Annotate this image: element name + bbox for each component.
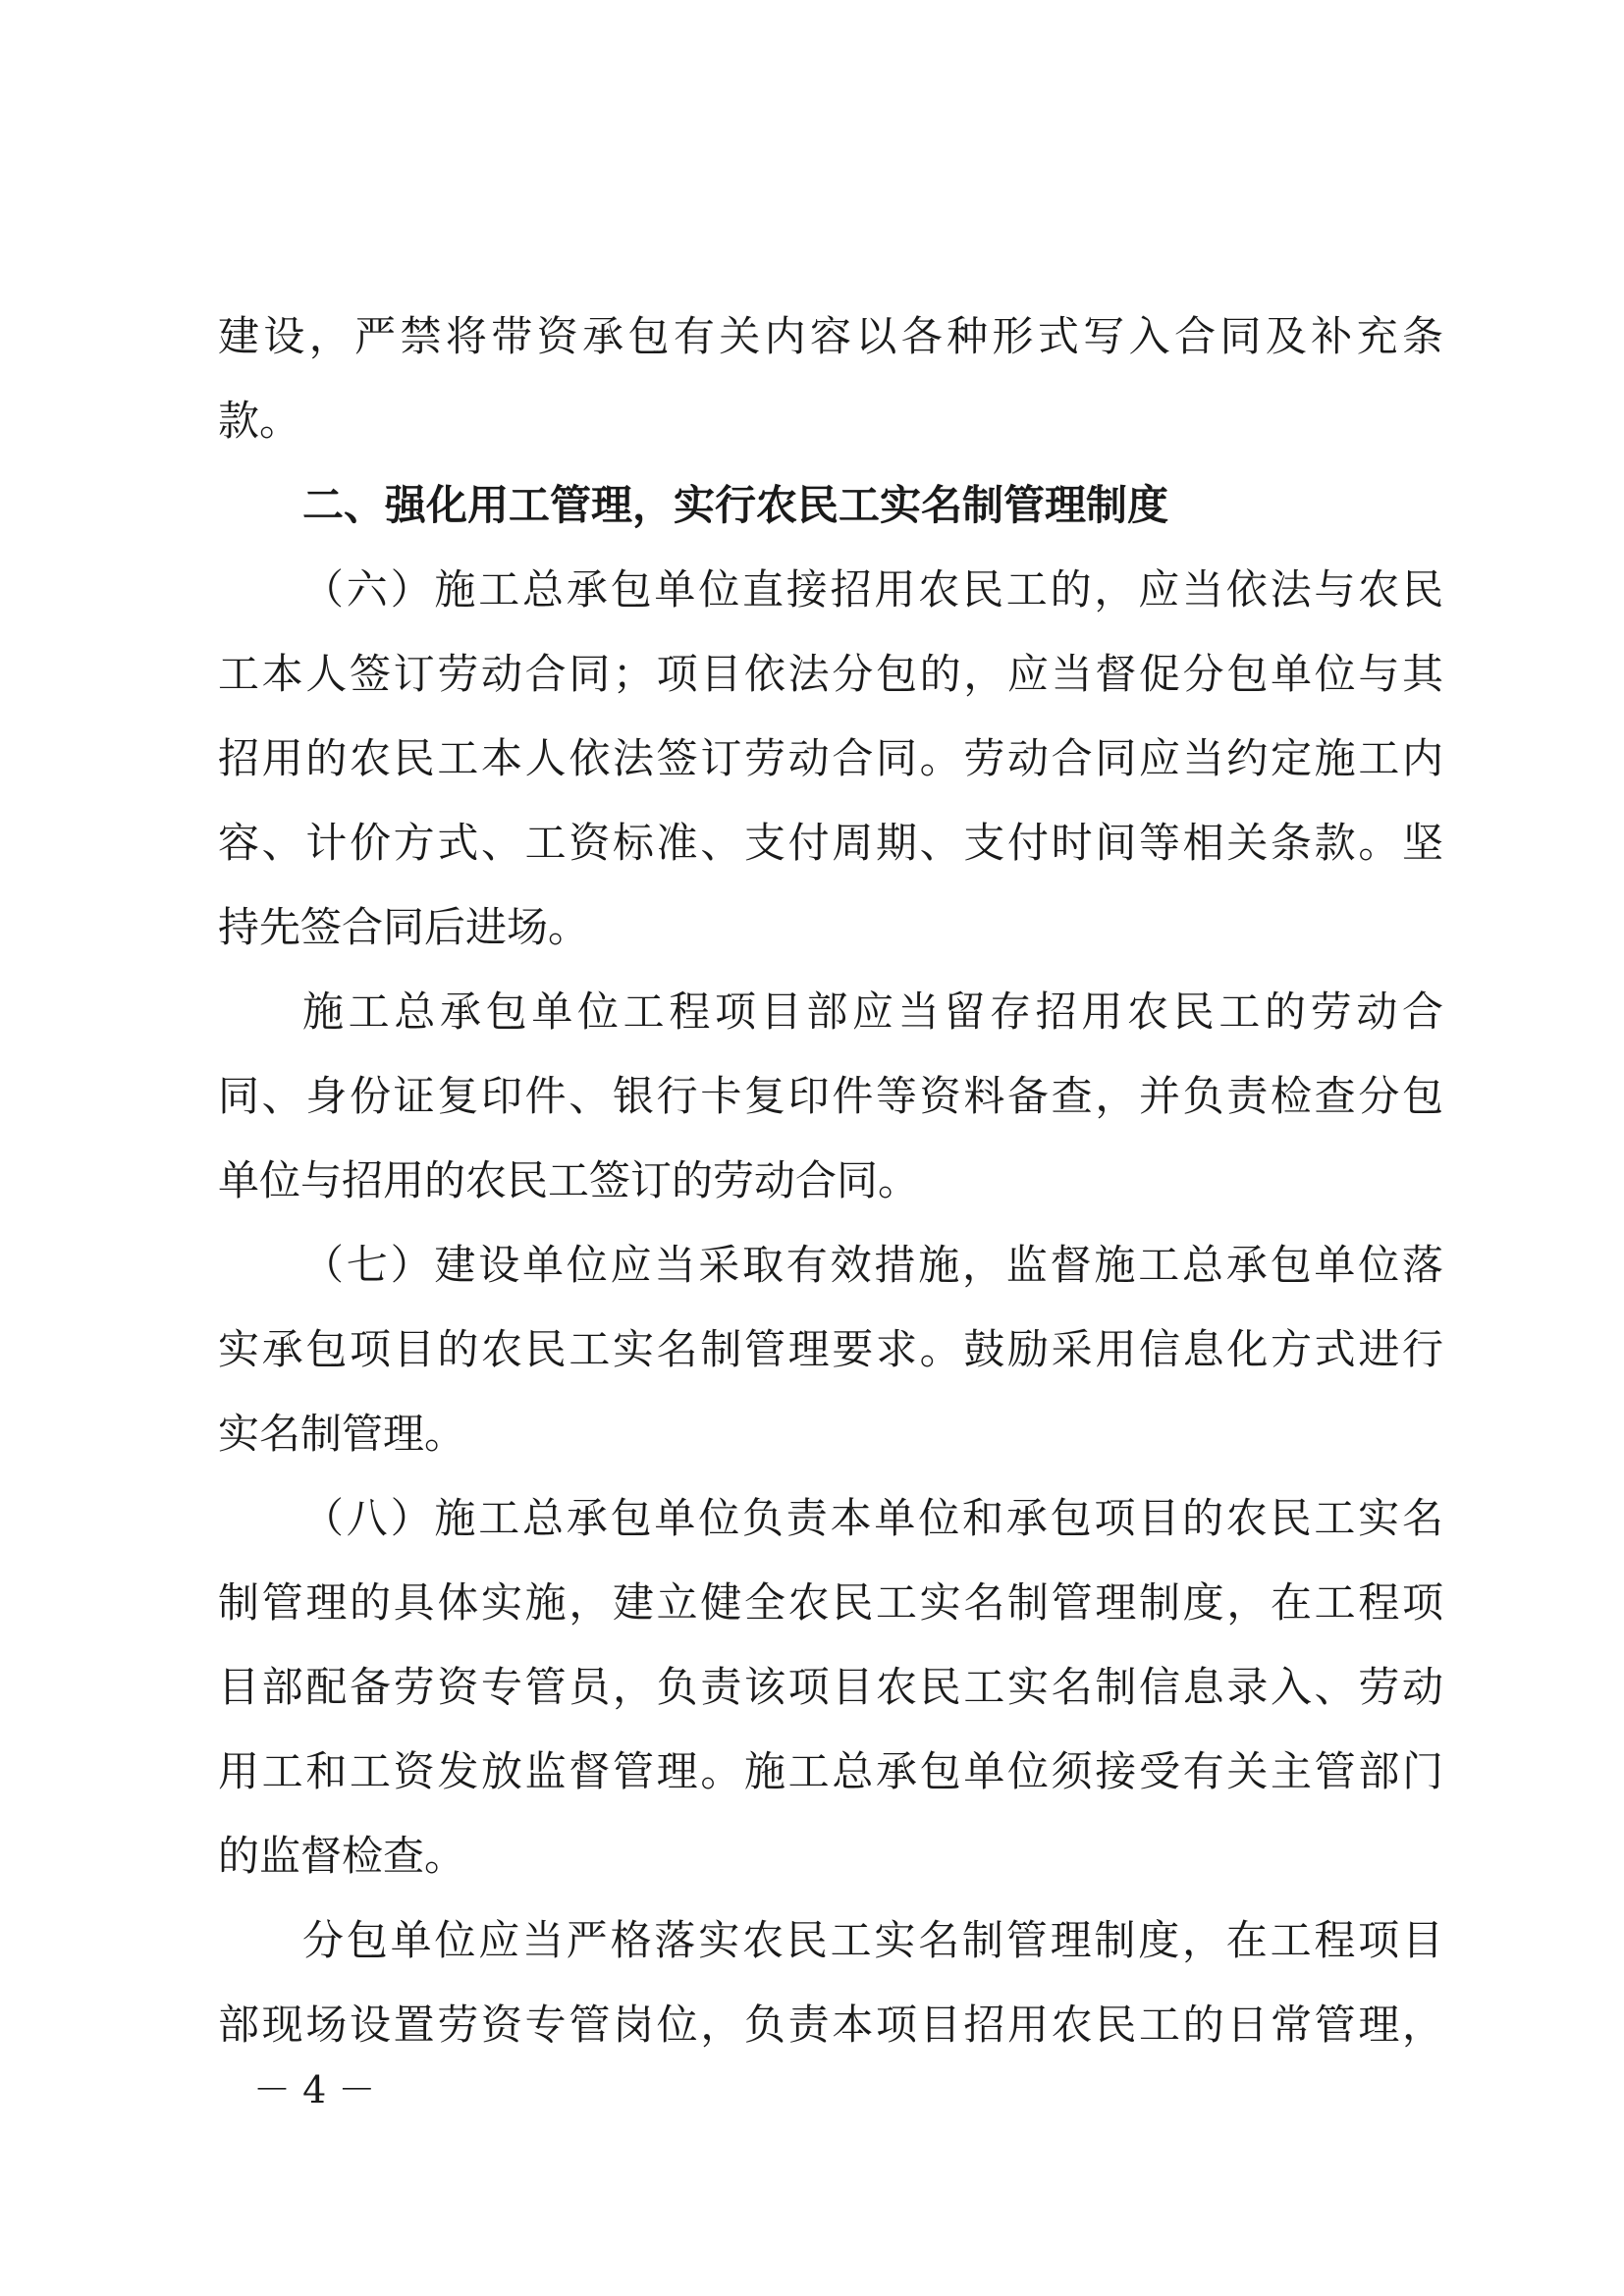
text-line: 部现场设置劳资专管岗位，负责本项目招用农民工的日常管理， xyxy=(218,2001,1443,2049)
text-line: 单位与招用的农民工签订的劳动合同。 xyxy=(218,1156,920,1204)
document-body xyxy=(218,294,1443,2067)
text-line: （八）施工总承包单位负责本单位和承包项目的农民工实名 xyxy=(302,1494,1443,1542)
paragraph-6 xyxy=(218,548,1443,970)
paragraph-7 xyxy=(218,1223,1443,1476)
paragraph-8 xyxy=(218,1476,1443,1898)
text-line: 用工和工资发放监督管理。施工总承包单位须接受有关主管部门 xyxy=(218,1747,1443,1795)
text-line: 分包单位应当严格落实农民工实名制管理制度，在工程项目 xyxy=(302,1916,1443,1964)
page-number: － 4 － xyxy=(253,2068,376,2111)
text-line: （七）建设单位应当采取有效措施，监督施工总承包单位落 xyxy=(302,1241,1443,1289)
text-line: 施工总承包单位工程项目部应当留存招用农民工的劳动合 xyxy=(302,988,1443,1036)
paragraph-6b xyxy=(218,970,1443,1223)
text-line: 招用的农民工本人依法签订劳动合同。劳动合同应当约定施工内 xyxy=(218,734,1443,782)
text-line: 制管理的具体实施，建立健全农民工实名制管理制度，在工程项 xyxy=(218,1578,1443,1627)
text-line: 建设，严禁将带资承包有关内容以各种形式写入合同及补充条 xyxy=(218,312,1443,360)
paragraph-8b xyxy=(218,1898,1443,2067)
section-heading: 二、强化用工管理，实行农民工实名制管理制度 xyxy=(302,481,1169,529)
text-line: 实承包项目的农民工实名制管理要求。鼓励采用信息化方式进行 xyxy=(218,1325,1443,1373)
text-line: 的监督检查。 xyxy=(218,1832,466,1880)
text-line: （六）施工总承包单位直接招用农民工的，应当依法与农民 xyxy=(302,565,1443,614)
text-line: 持先签合同后进场。 xyxy=(218,903,590,951)
text-line: 容、计价方式、工资标准、支付周期、支付时间等相关条款。坚 xyxy=(218,819,1443,867)
text-line: 实名制管理。 xyxy=(218,1410,466,1458)
text-line: 目部配备劳资专管员，负责该项目农民工实名制信息录入、劳动 xyxy=(218,1663,1443,1711)
text-line: 工本人签订劳动合同；项目依法分包的，应当督促分包单位与其 xyxy=(218,650,1443,698)
text-line: 款。 xyxy=(218,397,301,445)
text-line: 同、身份证复印件、银行卡复印件等资料备查，并负责检查分包 xyxy=(218,1072,1443,1120)
